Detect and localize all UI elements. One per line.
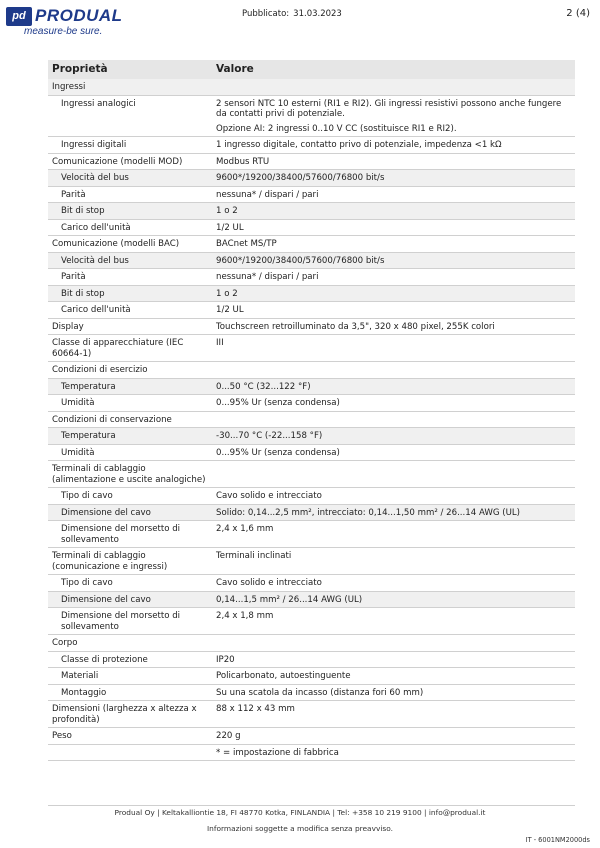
table-row xyxy=(48,651,575,668)
value-cell xyxy=(212,153,575,170)
value-text: 1/2 UL xyxy=(216,222,244,233)
table-row xyxy=(48,137,575,154)
property-cell: Dimensione del morsetto di sollevamento xyxy=(48,608,212,635)
value-cell xyxy=(212,591,575,608)
table-row xyxy=(48,170,575,187)
table-row xyxy=(48,608,575,635)
value-cell xyxy=(212,728,575,745)
property-cell: Carico dell'unità xyxy=(48,219,212,236)
value-text: Terminali inclinati xyxy=(216,551,292,561)
logo-mark: pd xyxy=(6,7,32,26)
value-cell xyxy=(212,504,575,521)
column-header-value: Valore xyxy=(212,60,575,79)
value-cell xyxy=(212,269,575,286)
property-cell: Ingressi digitali xyxy=(48,137,212,154)
table-row xyxy=(48,302,575,319)
value-text: 0...95% Ur (senza condensa) xyxy=(216,447,340,458)
value-cell xyxy=(212,170,575,187)
page-header xyxy=(0,0,600,45)
value-cell xyxy=(212,362,575,379)
value-text: 1 o 2 xyxy=(216,288,238,299)
table-row xyxy=(48,153,575,170)
published-label: Pubblicato: xyxy=(242,9,290,19)
table-row xyxy=(48,203,575,220)
table-row xyxy=(48,79,575,95)
value-text: IP20 xyxy=(216,654,235,665)
value-cell xyxy=(212,95,575,137)
property-cell: Bit di stop xyxy=(48,285,212,302)
property-cell: Materiali xyxy=(48,668,212,685)
table-row xyxy=(48,744,575,761)
value-text: Cavo solido e intrecciato xyxy=(216,491,322,501)
property-cell: Dimensione del cavo xyxy=(48,591,212,608)
property-cell: Tipo di cavo xyxy=(48,575,212,592)
property-cell: Corpo xyxy=(48,635,212,652)
footer-notice: Informazioni soggette a modifica senza preavviso. xyxy=(207,824,393,833)
value-text: nessuna* / dispari / pari xyxy=(216,272,319,282)
table-row xyxy=(48,504,575,521)
page-number: 2 (4) xyxy=(566,8,590,19)
property-cell: Velocità del bus xyxy=(48,252,212,269)
value-text: Solido: 0,14...2,5 mm², intrecciato: 0,14...1,50 mm² / 26...14 AWG (UL) xyxy=(216,507,521,518)
property-cell: Dimensione del morsetto di sollevamento xyxy=(48,521,212,548)
table-row xyxy=(48,269,575,286)
value-cell xyxy=(212,701,575,728)
value-cell xyxy=(212,186,575,203)
value-cell xyxy=(212,285,575,302)
value-cell xyxy=(212,219,575,236)
table-row xyxy=(48,461,575,488)
property-cell: Classe di apparecchiature (IEC 60664-1) xyxy=(48,335,212,362)
value-text: 2 sensori NTC 10 esterni (RI1 e RI2). Gli ingressi resistivi possono anche fungere da contatti privi di potenziale. xyxy=(216,98,562,119)
table-row xyxy=(48,701,575,728)
table-row xyxy=(48,635,575,652)
value-text: 0...95% Ur (senza condensa) xyxy=(216,398,340,408)
property-cell: Ingressi xyxy=(48,79,212,95)
document-id: IT - 6001NM2000ds xyxy=(525,836,590,844)
property-cell: Display xyxy=(48,318,212,335)
property-cell xyxy=(48,744,212,761)
column-header-property: Proprietà xyxy=(48,60,212,79)
value-cell xyxy=(212,521,575,548)
property-cell: Umidità xyxy=(48,444,212,461)
property-cell: Tipo di cavo xyxy=(48,488,212,505)
produal-logo xyxy=(6,6,123,26)
property-cell: Terminali di cablaggio (alimentazione e uscite analogiche) xyxy=(48,461,212,488)
property-cell: Bit di stop xyxy=(48,203,212,220)
value-cell xyxy=(212,461,575,488)
property-cell: Umidità xyxy=(48,395,212,412)
table-header-row xyxy=(48,60,575,79)
value-cell xyxy=(212,411,575,428)
table-row xyxy=(48,285,575,302)
property-cell: Condizioni di esercizio xyxy=(48,362,212,379)
property-cell: Montaggio xyxy=(48,684,212,701)
property-cell: Dimensioni (larghezza x altezza x profondità) xyxy=(48,701,212,728)
value-cell xyxy=(212,378,575,395)
value-text: nessuna* / dispari / pari xyxy=(216,189,319,200)
tagline: measure-be sure. xyxy=(24,26,103,37)
property-cell: Condizioni di conservazione xyxy=(48,411,212,428)
property-cell: Ingressi analogici xyxy=(48,95,212,137)
property-cell: Parità xyxy=(48,186,212,203)
value-text: 9600*/19200/38400/57600/76800 bit/s xyxy=(216,173,385,183)
value-text: Touchscreen retroilluminato da 3,5", 320 x 480 pixel, 255K colori xyxy=(216,321,495,332)
table-row xyxy=(48,318,575,335)
value-cell xyxy=(212,608,575,635)
table-row xyxy=(48,95,575,137)
value-cell xyxy=(212,668,575,685)
value-cell xyxy=(212,137,575,154)
table-row xyxy=(48,591,575,608)
table-row xyxy=(48,548,575,575)
table-row xyxy=(48,521,575,548)
table-row xyxy=(48,236,575,253)
value-cell xyxy=(212,488,575,505)
value-text: 0...50 °C (32...122 °F) xyxy=(216,381,311,392)
value-text: III xyxy=(216,338,224,348)
value-cell xyxy=(212,318,575,335)
value-cell xyxy=(212,252,575,269)
value-cell xyxy=(212,548,575,575)
property-cell: Comunicazione (modelli BAC) xyxy=(48,236,212,253)
value-cell xyxy=(212,203,575,220)
value-text: Modbus RTU xyxy=(216,156,270,167)
table-row xyxy=(48,335,575,362)
value-text: 1 o 2 xyxy=(216,206,238,216)
value-text: Cavo solido e intrecciato xyxy=(216,578,322,588)
table-row xyxy=(48,488,575,505)
value-cell xyxy=(212,684,575,701)
value-text: 0,14...1,5 mm² / 26...14 AWG (UL) xyxy=(216,594,363,605)
value-cell xyxy=(212,651,575,668)
property-cell: Classe di protezione xyxy=(48,651,212,668)
value-text: 2,4 x 1,8 mm xyxy=(216,611,274,621)
table-row xyxy=(48,668,575,685)
table-row xyxy=(48,411,575,428)
spec-table xyxy=(48,60,575,761)
page-footer xyxy=(0,808,600,833)
table-row xyxy=(48,252,575,269)
value-text: * = impostazione di fabbrica xyxy=(216,747,339,758)
value-text: Opzione AI: 2 ingressi 0..10 V CC (sostituisce RI1 e RI2). xyxy=(216,123,457,134)
table-row xyxy=(48,728,575,745)
property-cell: Temperatura xyxy=(48,378,212,395)
value-cell xyxy=(212,236,575,253)
spec-table-body xyxy=(48,79,575,761)
property-cell: Carico dell'unità xyxy=(48,302,212,319)
value-cell xyxy=(212,79,575,95)
property-cell: Comunicazione (modelli MOD) xyxy=(48,153,212,170)
value-cell xyxy=(212,335,575,362)
value-cell xyxy=(212,428,575,445)
value-cell xyxy=(212,635,575,652)
value-text: 220 g xyxy=(216,731,241,741)
property-cell: Parità xyxy=(48,269,212,286)
table-row xyxy=(48,219,575,236)
value-cell xyxy=(212,575,575,592)
value-text: 1 ingresso digitale, contatto privo di potenziale, impedenza <1 kΩ xyxy=(216,140,502,150)
published-date: 31.03.2023 xyxy=(293,9,342,19)
property-cell: Dimensione del cavo xyxy=(48,504,212,521)
table-row xyxy=(48,395,575,412)
property-cell: Temperatura xyxy=(48,428,212,445)
table-row xyxy=(48,684,575,701)
table-row xyxy=(48,362,575,379)
value-text: BACnet MS/TP xyxy=(216,239,277,249)
table-row xyxy=(48,428,575,445)
published-info xyxy=(242,9,342,19)
value-text: 9600*/19200/38400/57600/76800 bit/s xyxy=(216,255,385,266)
footer-contact: Produal Oy | Keltakalliontie 18, FI 48770 Kotka, FINLANDIA | Tel: +358 10 219 9100 | info@produal.it xyxy=(114,808,486,817)
value-text: 1/2 UL xyxy=(216,305,244,315)
value-text: -30...70 °C (-22...158 °F) xyxy=(216,431,323,441)
value-text: Su una scatola da incasso (distanza fori 60 mm) xyxy=(216,687,424,698)
property-cell: Peso xyxy=(48,728,212,745)
footer-divider xyxy=(48,805,575,806)
value-text: Policarbonato, autoestinguente xyxy=(216,671,351,681)
value-cell xyxy=(212,395,575,412)
property-cell: Terminali di cablaggio (comunicazione e ingressi) xyxy=(48,548,212,575)
logo-text: PRODUAL xyxy=(35,6,123,25)
table-row xyxy=(48,378,575,395)
value-text: 2,4 x 1,6 mm xyxy=(216,524,274,534)
table-row xyxy=(48,186,575,203)
value-cell xyxy=(212,744,575,761)
value-cell xyxy=(212,444,575,461)
table-row xyxy=(48,575,575,592)
value-cell xyxy=(212,302,575,319)
value-text: 88 x 112 x 43 mm xyxy=(216,704,295,714)
table-row xyxy=(48,444,575,461)
property-cell: Velocità del bus xyxy=(48,170,212,187)
